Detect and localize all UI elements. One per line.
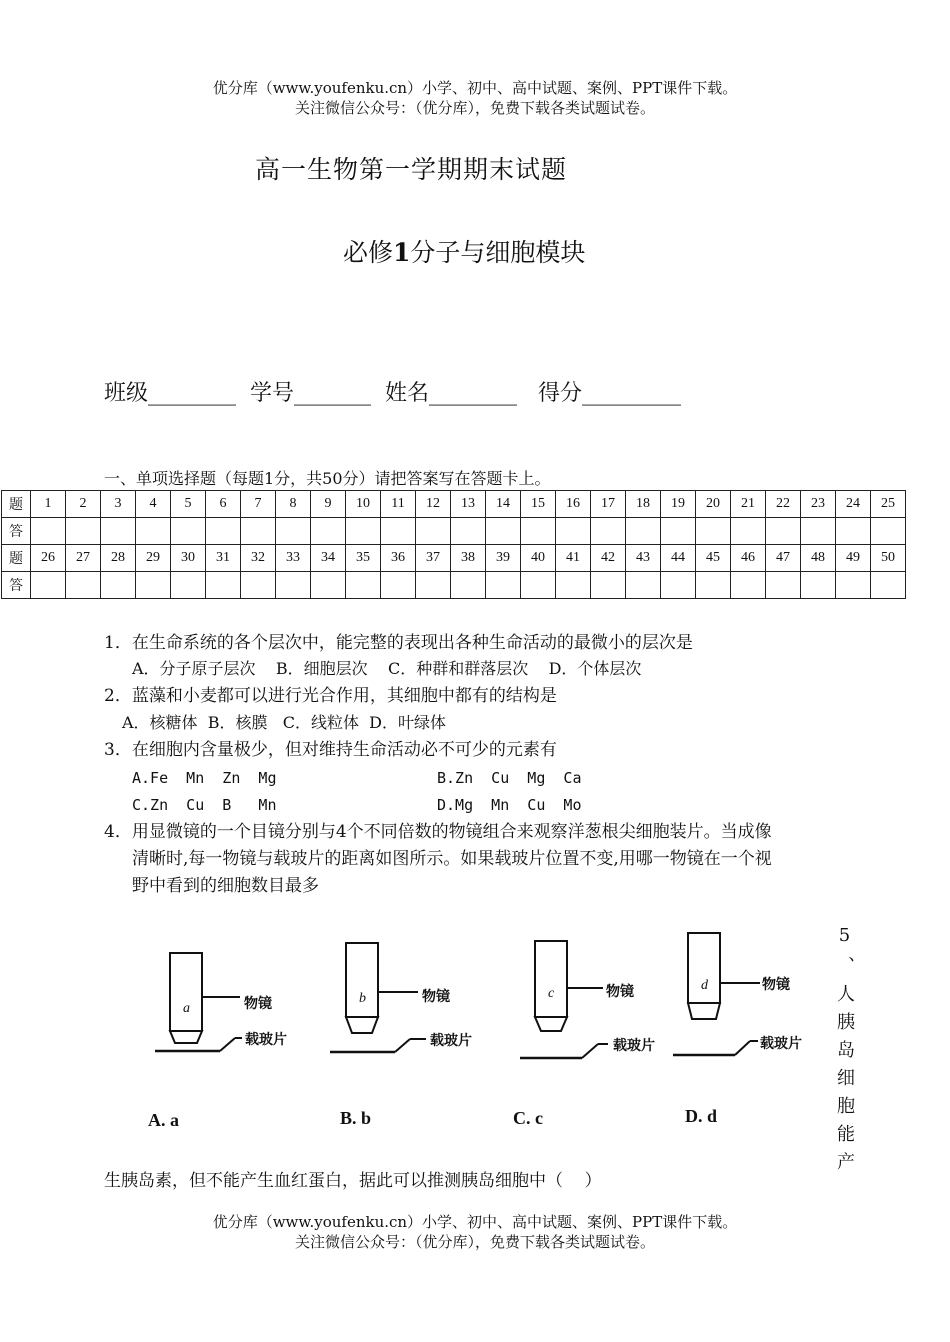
question-number-cell: 9	[311, 491, 346, 518]
caption-d: D. d	[685, 1106, 718, 1126]
question-number-cell: 7	[241, 491, 276, 518]
objective-letter-d: d	[701, 978, 708, 993]
answer-cell[interactable]	[381, 572, 416, 599]
answer-cell[interactable]	[521, 572, 556, 599]
microscope-figure	[140, 925, 820, 1145]
answer-cell[interactable]	[416, 572, 451, 599]
objective-b	[330, 943, 426, 1052]
answer-cell[interactable]	[66, 518, 101, 545]
subtitle-pre: 必修	[343, 238, 394, 267]
answer-table-row-label: 答	[2, 518, 31, 545]
answer-table-number-row-1	[2, 491, 906, 518]
header-line-1: 优分库（www.youfenku.cn）小学、初中、高中试题、案例、PPT课件下载。	[212, 79, 738, 97]
slide-label-b: 载玻片	[430, 1033, 472, 1049]
student-info-line: 班级________ 学号_______ 姓名________ 得分_________	[104, 381, 681, 406]
question-number-cell: 48	[801, 545, 836, 572]
answer-table-answer-row-1	[2, 518, 906, 545]
question-number-cell: 8	[276, 491, 311, 518]
answer-cell[interactable]	[591, 518, 626, 545]
answer-table-row-label: 答	[2, 572, 31, 599]
question-number-cell: 4	[136, 491, 171, 518]
question-number-cell: 40	[521, 545, 556, 572]
subtitle-num: 1	[393, 238, 411, 267]
answer-cell[interactable]	[801, 518, 836, 545]
objective-label-b: 物镜	[422, 989, 450, 1005]
answer-cell[interactable]	[556, 572, 591, 599]
question-number-cell: 26	[31, 545, 66, 572]
answer-cell[interactable]	[661, 572, 696, 599]
objective-label-a: 物镜	[244, 996, 272, 1012]
answer-cell[interactable]	[696, 518, 731, 545]
question-number-cell: 15	[521, 491, 556, 518]
question-number-cell: 33	[276, 545, 311, 572]
answer-cell[interactable]	[66, 572, 101, 599]
answer-cell[interactable]	[661, 518, 696, 545]
question-number-cell: 17	[591, 491, 626, 518]
caption-b: B. b	[340, 1108, 372, 1128]
objective-d	[673, 933, 760, 1055]
question-number-cell: 49	[836, 545, 871, 572]
question-number-cell: 19	[661, 491, 696, 518]
answer-cell[interactable]	[31, 572, 66, 599]
question-number-cell: 30	[171, 545, 206, 572]
question-2: 2．蓝藻和小麦都可以进行光合作用，其细胞中都有的结构是	[104, 686, 557, 706]
answer-cell[interactable]	[381, 518, 416, 545]
question-number-cell: 43	[626, 545, 661, 572]
question-number-cell: 28	[101, 545, 136, 572]
question-number-cell: 13	[451, 491, 486, 518]
answer-cell[interactable]	[731, 572, 766, 599]
question-number-cell: 29	[136, 545, 171, 572]
answer-cell[interactable]	[731, 518, 766, 545]
question-number-cell: 24	[836, 491, 871, 518]
objective-label-c: 物镜	[606, 984, 634, 1000]
question-number-cell: 27	[66, 545, 101, 572]
header-line-2: 关注微信公众号：（优分库），免费下载各类试题试卷。	[294, 99, 655, 117]
objective-c	[520, 941, 608, 1058]
answer-cell[interactable]	[416, 518, 451, 545]
question-number-cell: 36	[381, 545, 416, 572]
question-3-option-c: C.Zn Cu B Mn	[132, 796, 277, 814]
caption-c: C. c	[513, 1108, 543, 1128]
objective-letter-b: b	[359, 991, 366, 1006]
question-number-cell: 1	[31, 491, 66, 518]
question-number-cell: 22	[766, 491, 801, 518]
question-number-cell: 38	[451, 545, 486, 572]
question-number-cell: 18	[626, 491, 661, 518]
answer-cell[interactable]	[871, 518, 906, 545]
objective-letter-c: c	[548, 986, 555, 1001]
answer-cell[interactable]	[451, 518, 486, 545]
answer-table-answer-row-2	[2, 572, 906, 599]
question-3: 3．在细胞内含量极少，但对维持生命活动必不可少的元素有	[104, 740, 557, 760]
question-number-cell: 25	[871, 491, 906, 518]
question-number-cell: 34	[311, 545, 346, 572]
question-4-line-3: 野中看到的细胞数目最多	[132, 876, 319, 896]
question-number-cell: 14	[486, 491, 521, 518]
section-heading: 一、单项选择题（每题1分，共50分）请把答案写在答题卡上。	[104, 469, 551, 488]
subtitle-post: 分子与细胞模块	[410, 238, 586, 267]
answer-cell[interactable]	[801, 572, 836, 599]
footer-line-2: 关注微信公众号：（优分库），免费下载各类试题试卷。	[294, 1233, 655, 1251]
question-number-cell: 21	[731, 491, 766, 518]
answer-cell[interactable]	[241, 572, 276, 599]
answer-cell[interactable]	[171, 518, 206, 545]
answer-cell[interactable]	[276, 518, 311, 545]
answer-cell[interactable]	[626, 518, 661, 545]
answer-cell[interactable]	[871, 572, 906, 599]
question-2-options: A．核糖体 B．核膜 C．线粒体 D．叶绿体	[122, 713, 446, 732]
question-1: 1．在生命系统的各个层次中，能完整的表现出各种生命活动的最微小的层次是	[104, 633, 693, 653]
objective-a	[155, 953, 242, 1051]
question-3-option-d: D.Mg Mn Cu Mo	[437, 796, 582, 814]
answer-cell[interactable]	[591, 572, 626, 599]
question-number-cell: 6	[206, 491, 241, 518]
question-4-line-1: 4．用显微镜的一个目镜分别与4个不同倍数的物镜组合来观察洋葱根尖细胞装片。当成像	[104, 822, 772, 842]
question-3-option-a: A.Fe Mn Zn Mg	[132, 769, 277, 787]
question-3-option-b: B.Zn Cu Mg Ca	[437, 769, 582, 787]
answer-cell[interactable]	[766, 518, 801, 545]
question-number-cell: 5	[171, 491, 206, 518]
question-number-cell: 39	[486, 545, 521, 572]
answer-cell[interactable]	[836, 572, 871, 599]
question-number-cell: 23	[801, 491, 836, 518]
question-number-cell: 50	[871, 545, 906, 572]
slide-label-a: 载玻片	[245, 1032, 287, 1048]
question-4-line-2: 清晰时,每一物镜与载玻片的距离如图所示。如果载玻片位置不变,用哪一物镜在一个视	[132, 849, 772, 869]
question-number-cell: 44	[661, 545, 696, 572]
answer-cell[interactable]	[521, 518, 556, 545]
answer-cell[interactable]	[486, 518, 521, 545]
answer-table-row-label: 题	[2, 491, 31, 518]
question-number-cell: 41	[556, 545, 591, 572]
answer-cell[interactable]	[276, 572, 311, 599]
answer-table-number-row-2	[2, 545, 906, 572]
answer-cell[interactable]	[766, 572, 801, 599]
question-1-options: A．分子原子层次 B．细胞层次 C．种群和群落层次 D．个体层次	[132, 659, 642, 678]
answer-cell[interactable]	[346, 518, 381, 545]
question-number-cell: 12	[416, 491, 451, 518]
answer-cell[interactable]	[136, 572, 171, 599]
question-5-continuation: 生胰岛素，但不能产生血红蛋白，据此可以推测胰岛细胞中（ ）	[104, 1171, 602, 1191]
question-number-cell: 47	[766, 545, 801, 572]
answer-table	[1, 490, 906, 599]
answer-table-row-label: 题	[2, 545, 31, 572]
answer-cell[interactable]	[241, 518, 276, 545]
page-subtitle	[343, 233, 585, 269]
answer-cell[interactable]	[451, 572, 486, 599]
answer-cell[interactable]	[486, 572, 521, 599]
question-5-vertical-text: 5、人胰岛细胞能产	[834, 925, 855, 1180]
answer-cell[interactable]	[556, 518, 591, 545]
question-number-cell: 10	[346, 491, 381, 518]
objective-label-d: 物镜	[762, 977, 790, 993]
answer-cell[interactable]	[171, 572, 206, 599]
answer-cell[interactable]	[311, 572, 346, 599]
answer-cell[interactable]	[206, 572, 241, 599]
answer-cell[interactable]	[31, 518, 66, 545]
question-number-cell: 37	[416, 545, 451, 572]
question-number-cell: 3	[101, 491, 136, 518]
slide-label-c: 载玻片	[613, 1038, 655, 1054]
answer-cell[interactable]	[206, 518, 241, 545]
question-number-cell: 20	[696, 491, 731, 518]
question-number-cell: 11	[381, 491, 416, 518]
answer-cell[interactable]	[626, 572, 661, 599]
answer-cell[interactable]	[101, 572, 136, 599]
answer-cell[interactable]	[836, 518, 871, 545]
question-number-cell: 35	[346, 545, 381, 572]
page-title: 高一生物第一学期期末试题	[255, 155, 568, 184]
answer-cell[interactable]	[696, 572, 731, 599]
answer-cell[interactable]	[101, 518, 136, 545]
question-number-cell: 31	[206, 545, 241, 572]
footer-line-1: 优分库（www.youfenku.cn）小学、初中、高中试题、案例、PPT课件下载。	[212, 1213, 738, 1231]
slide-label-d: 载玻片	[760, 1036, 802, 1052]
question-number-cell: 45	[696, 545, 731, 572]
question-number-cell: 2	[66, 491, 101, 518]
question-number-cell: 16	[556, 491, 591, 518]
question-number-cell: 46	[731, 545, 766, 572]
answer-cell[interactable]	[136, 518, 171, 545]
answer-cell[interactable]	[346, 572, 381, 599]
question-number-cell: 32	[241, 545, 276, 572]
caption-a: A. a	[148, 1110, 179, 1130]
answer-cell[interactable]	[311, 518, 346, 545]
question-number-cell: 42	[591, 545, 626, 572]
objective-letter-a: a	[183, 1001, 190, 1016]
